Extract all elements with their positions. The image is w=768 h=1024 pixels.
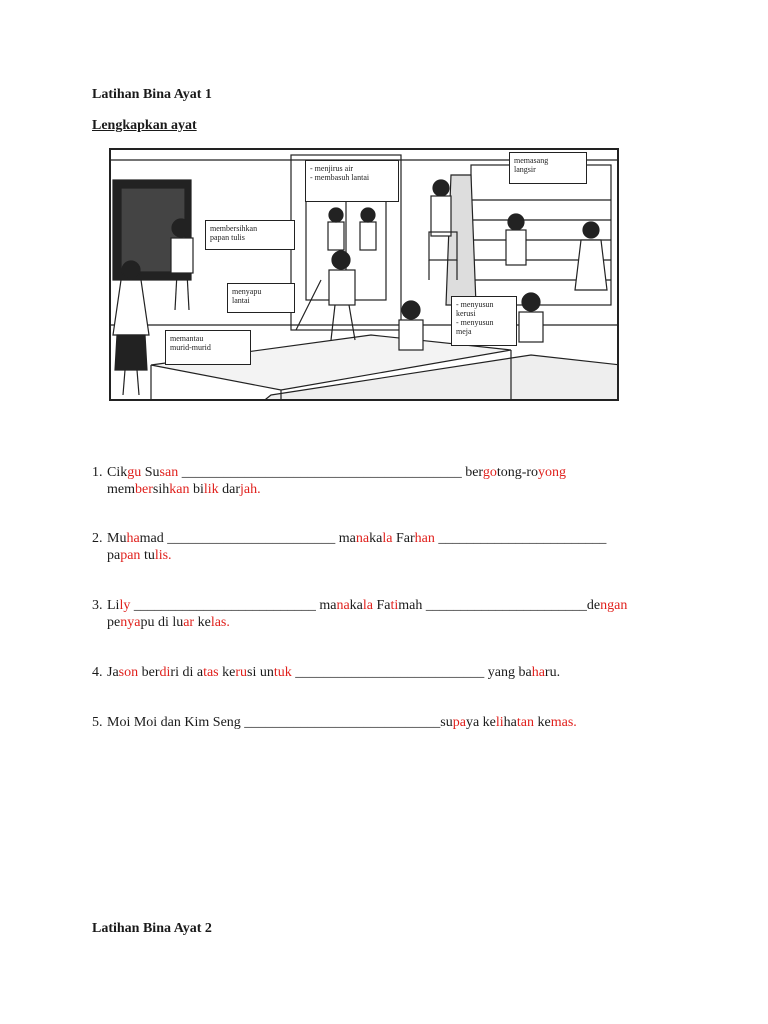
text-run: ________________________________________ ber	[178, 465, 483, 480]
callout-text: - menyusun	[456, 318, 494, 327]
text-run: ber	[135, 482, 153, 497]
text-run: go	[482, 465, 497, 480]
text-run: Moi Moi dan Kim Seng ____________________________su	[107, 715, 453, 730]
text-run: Far	[392, 531, 415, 546]
text-run: Li	[107, 598, 120, 613]
callout-text: memantau	[170, 334, 204, 343]
callout-cleaning-board	[205, 220, 295, 250]
question-3	[92, 597, 742, 631]
text-run: ha	[126, 531, 140, 546]
callout-text: memasang	[514, 156, 549, 165]
text-run: mah _______________________de	[398, 598, 601, 613]
text-run: ti	[390, 598, 399, 613]
text-run: li	[495, 715, 504, 730]
callout-text: - menyusun	[456, 300, 494, 309]
question-line	[92, 547, 742, 564]
text-run: mem	[107, 482, 135, 497]
text-run: ly	[119, 598, 131, 613]
text-run: las.	[210, 615, 230, 630]
text-run: Fa	[373, 598, 391, 613]
question-1	[92, 464, 742, 498]
callout-arranging	[451, 296, 517, 346]
callout-watering-washing	[305, 160, 399, 202]
text-run: la	[362, 598, 373, 613]
callout-text: - menjirus air	[310, 164, 354, 173]
text-run: si un	[247, 665, 274, 680]
question-line	[92, 530, 742, 547]
text-run: ha	[531, 665, 545, 680]
text-run: Mu	[107, 531, 127, 546]
text-run: tu	[140, 548, 155, 563]
text-run: pu di lu	[140, 615, 184, 630]
callout-text: kerusi	[456, 309, 476, 318]
callout-text: meja	[456, 327, 472, 336]
text-run: __________________________ ma	[130, 598, 337, 613]
text-run: ke	[218, 665, 236, 680]
text-run: pe	[107, 615, 121, 630]
text-run: sih	[152, 482, 170, 497]
callout-text: membersihkan	[210, 224, 258, 233]
question-4	[92, 664, 742, 681]
text-run: nya	[120, 615, 141, 630]
question-line	[92, 664, 742, 681]
text-run: Su	[141, 465, 160, 480]
text-run: jah.	[240, 482, 261, 497]
callout-curtain	[509, 152, 587, 184]
text-run: tuk	[273, 665, 292, 680]
text-run: pa	[107, 548, 121, 563]
question-number: 3.	[92, 598, 103, 613]
text-run: san	[159, 465, 179, 480]
text-run: ka	[369, 531, 383, 546]
exercise-title-1: Latihan Bina Ayat 1	[92, 87, 212, 102]
text-run: han	[414, 531, 435, 546]
callout-text: langsir	[514, 165, 536, 174]
question-number: 5.	[92, 715, 103, 730]
text-run: kan	[169, 482, 190, 497]
text-run: bi	[189, 482, 204, 497]
text-run: di	[159, 665, 171, 680]
exercise-title-2: Latihan Bina Ayat 2	[92, 921, 212, 936]
text-run: Ja	[107, 665, 119, 680]
text-run: ka	[349, 598, 363, 613]
callout-sweeping	[227, 283, 295, 313]
instruction-heading: Lengkapkan ayat	[92, 118, 197, 133]
question-line	[92, 597, 742, 614]
text-run: tan	[516, 715, 534, 730]
question-number: 2.	[92, 531, 103, 546]
text-run: ________________________	[434, 531, 607, 546]
text-run: pa	[452, 715, 466, 730]
text-run: mas.	[550, 715, 577, 730]
text-run: ngan	[600, 598, 628, 613]
text-run: Cik	[107, 465, 128, 480]
text-run: ke	[194, 615, 211, 630]
callout-supervising	[165, 330, 251, 365]
question-number: 1.	[92, 465, 103, 480]
callout-text: murid-murid	[170, 343, 211, 352]
callout-text: - membasuh lantai	[310, 173, 370, 182]
text-run: gu	[127, 465, 142, 480]
text-run: dar	[218, 482, 241, 497]
callout-text: papan tulis	[210, 233, 245, 242]
text-run: tong-ro	[496, 465, 539, 480]
text-run: na	[336, 598, 350, 613]
text-run: mad ________________________ ma	[139, 531, 356, 546]
text-run: yong	[538, 465, 567, 480]
classroom-illustration	[109, 148, 619, 401]
text-run: ya ke	[465, 715, 496, 730]
text-run: ___________________________ yang ba	[291, 665, 532, 680]
text-run: ber	[138, 665, 160, 680]
text-run: ke	[534, 715, 551, 730]
text-run: lis.	[154, 548, 172, 563]
text-run: son	[118, 665, 139, 680]
question-line	[92, 464, 742, 481]
text-run: tas	[203, 665, 219, 680]
text-run: na	[355, 531, 370, 546]
text-run: ar	[183, 615, 195, 630]
text-run: ru.	[544, 665, 561, 680]
text-run: ri di a	[170, 665, 204, 680]
text-run: la	[382, 531, 393, 546]
callout-text: lantai	[232, 296, 250, 305]
text-run: ru	[235, 665, 248, 680]
question-2	[92, 530, 742, 564]
question-line	[92, 714, 742, 731]
text-run: pan	[120, 548, 141, 563]
text-run: ha	[503, 715, 517, 730]
callout-text: menyapu	[232, 287, 262, 296]
question-number: 4.	[92, 665, 103, 680]
text-run: lik	[203, 482, 219, 497]
question-5	[92, 714, 742, 731]
question-line	[92, 481, 742, 498]
question-line	[92, 614, 742, 631]
